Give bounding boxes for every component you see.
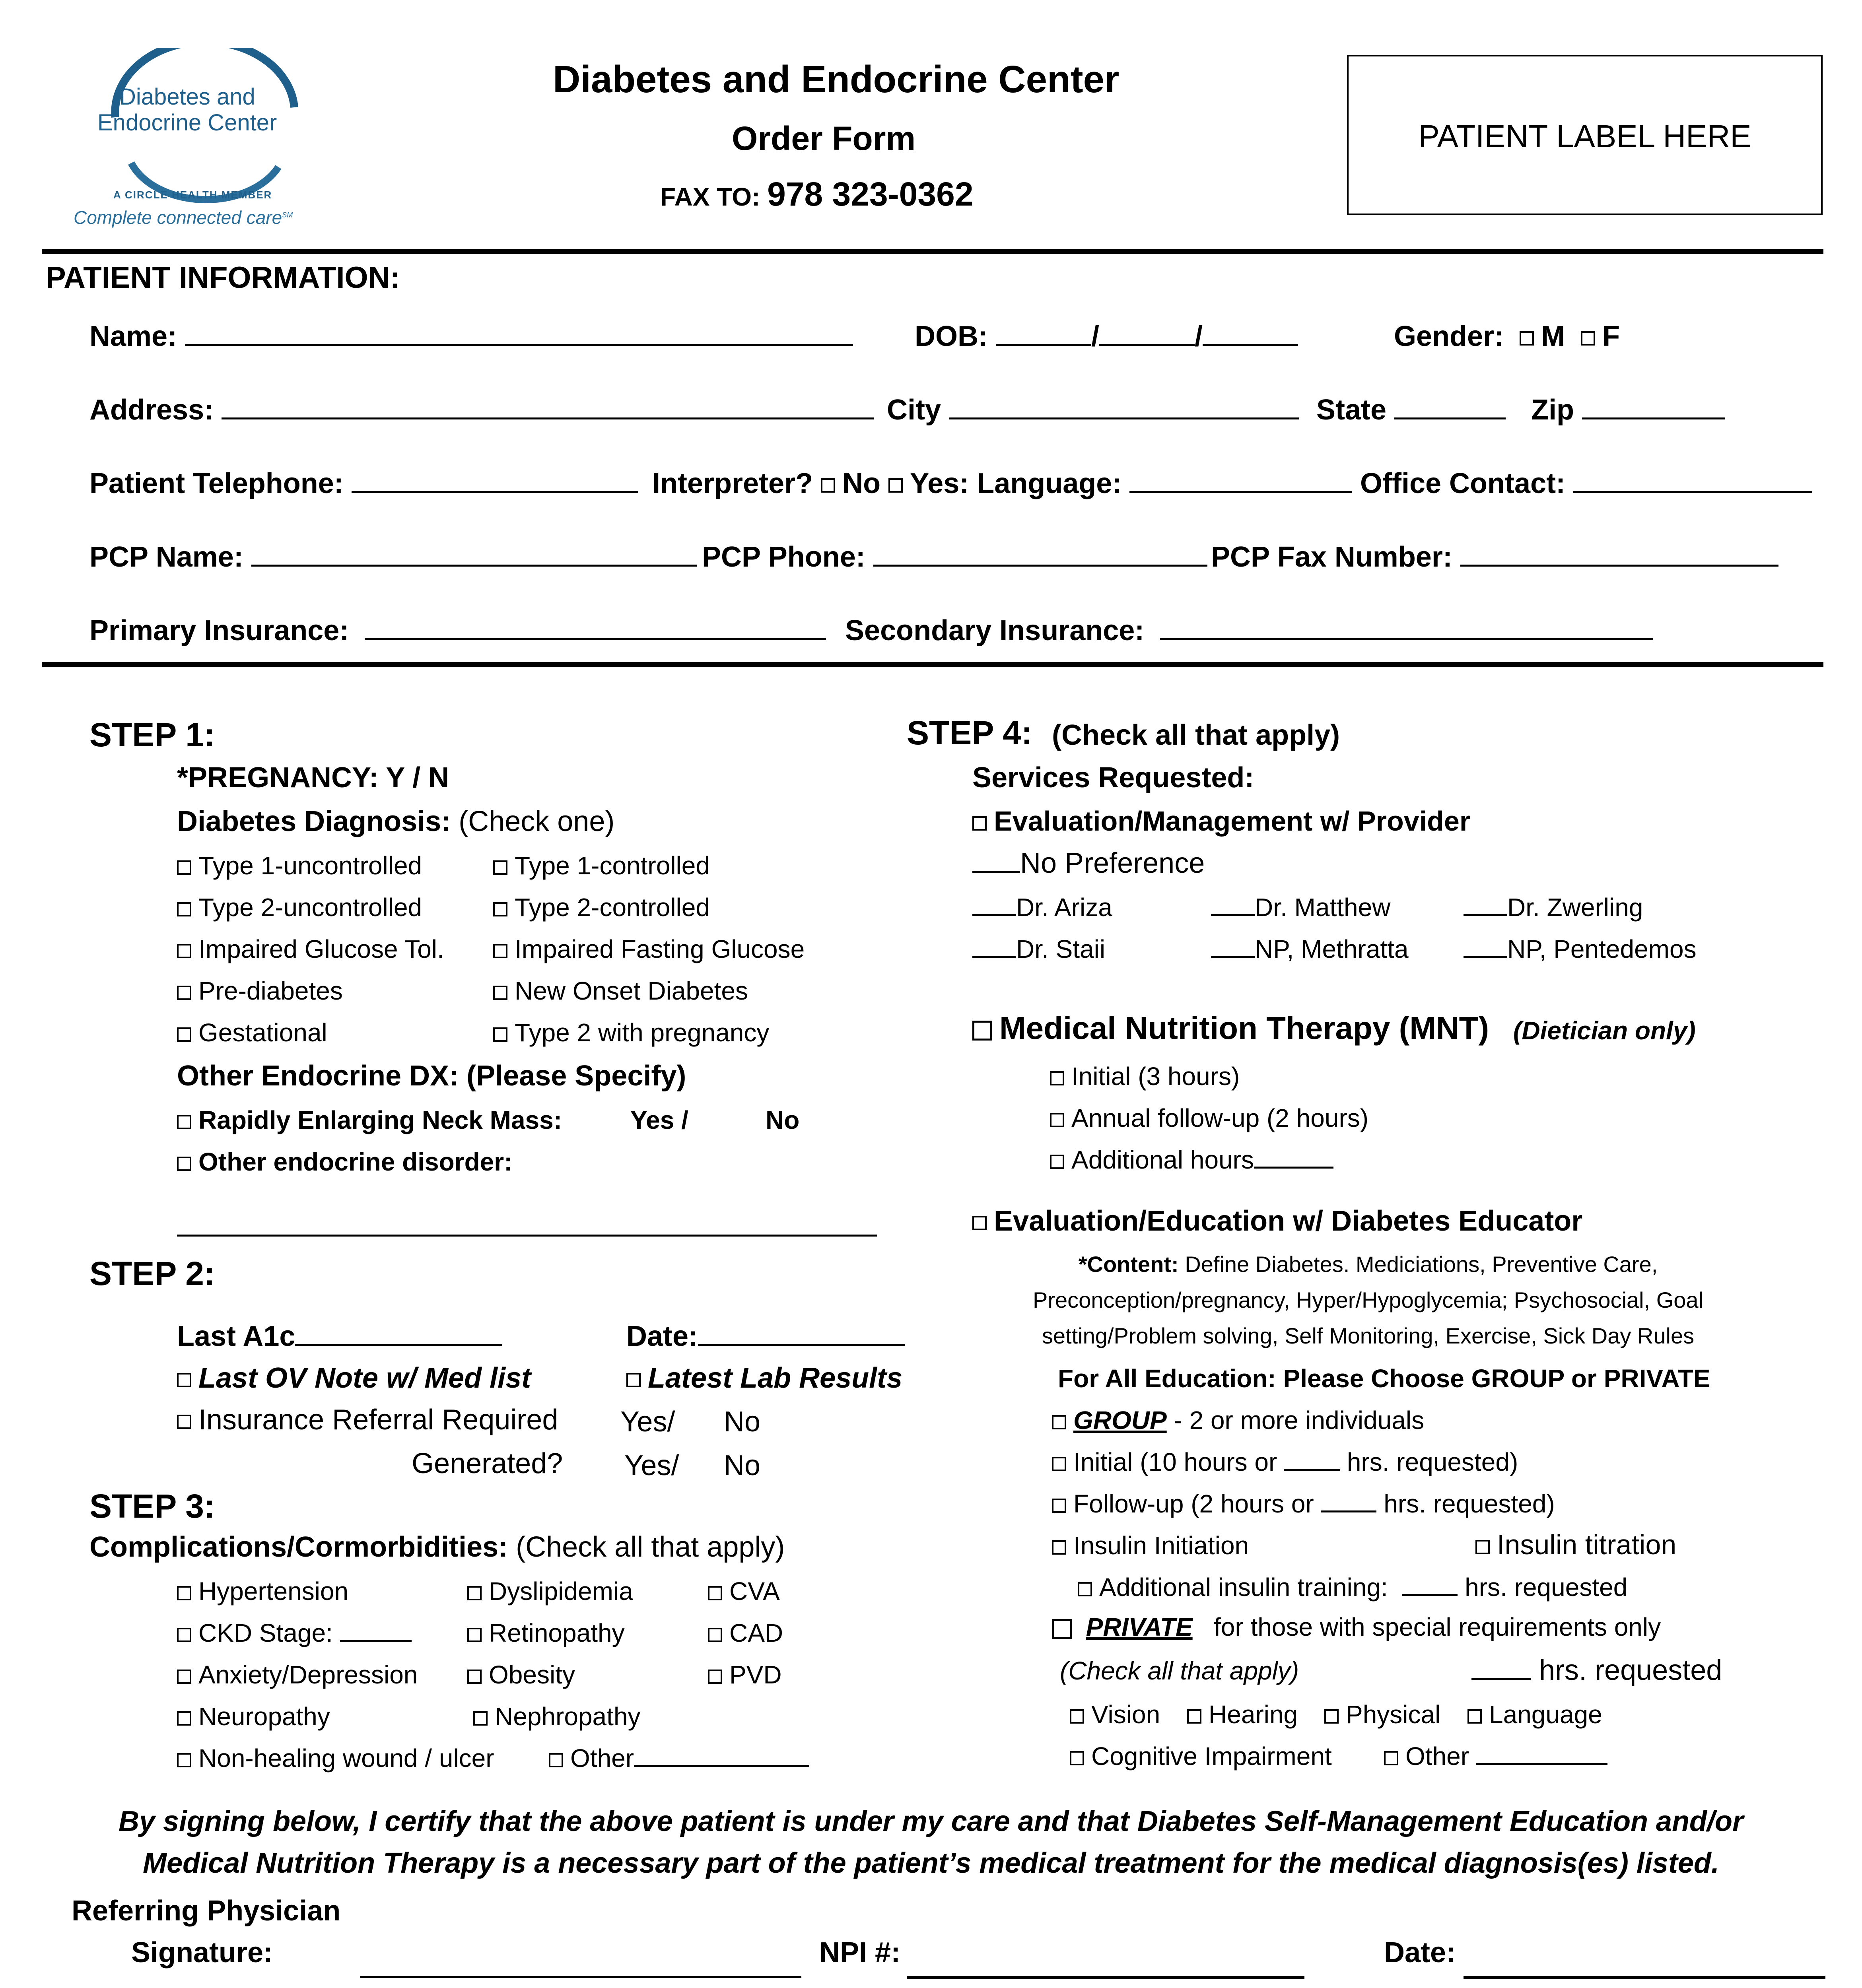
provider-option[interactable]: NP, Methratta xyxy=(1211,934,1409,964)
npi-line[interactable] xyxy=(907,1976,1304,1979)
special-physical-option[interactable]: Physical xyxy=(1324,1700,1440,1729)
signature-label: Signature: xyxy=(131,1937,273,1969)
mnt-additional-option[interactable]: Additional hours xyxy=(1050,1145,1333,1175)
dx-option[interactable]: Impaired Glucose Tol. xyxy=(177,934,444,964)
provider-option[interactable]: Dr. Staii xyxy=(972,934,1105,964)
sign-date-line[interactable] xyxy=(1464,1976,1825,1979)
a1c-date-field[interactable]: Date: xyxy=(626,1320,905,1353)
diabetes-diagnosis-label: Diabetes Diagnosis: (Check one) xyxy=(177,806,615,837)
complications-label: Complications/Cormorbidities: (Check all that apply) xyxy=(89,1531,785,1563)
insurance-referral-option[interactable]: Insurance Referral Required xyxy=(177,1404,558,1436)
dx-option[interactable]: Pre-diabetes xyxy=(177,976,343,1006)
eval-provider-option[interactable]: Evaluation/Management w/ Provider xyxy=(972,805,1470,837)
complication-option[interactable]: Obesity xyxy=(467,1660,575,1689)
logo-line2: Endocrine Center xyxy=(97,110,277,136)
private-hours-field[interactable]: hrs. requested xyxy=(1471,1654,1722,1687)
neck-mass-option[interactable]: Rapidly Enlarging Neck Mass: xyxy=(177,1105,562,1135)
no-preference-option[interactable]: No Preference xyxy=(972,847,1205,879)
private-check-all: (Check all that apply) xyxy=(1060,1656,1299,1685)
header-divider xyxy=(42,249,1823,254)
complication-option[interactable]: Hypertension xyxy=(177,1576,348,1606)
insulin-initiation-option[interactable]: Insulin Initiation xyxy=(1052,1531,1249,1560)
logo-tagline: Complete connected care℠ xyxy=(74,207,293,228)
provider-option[interactable]: Dr. Matthew xyxy=(1211,893,1390,922)
generated-yes[interactable]: Yes/ xyxy=(624,1450,679,1481)
mnt-initial-option[interactable]: Initial (3 hours) xyxy=(1050,1062,1240,1091)
gender-f-checkbox[interactable] xyxy=(1581,331,1595,346)
ins-ref-yes[interactable]: Yes/ xyxy=(620,1406,675,1438)
dx-option[interactable]: Type 2-controlled xyxy=(493,893,710,922)
other-endocrine-label: Other Endocrine DX: (Please Specify) xyxy=(177,1060,686,1092)
telephone-field[interactable]: Patient Telephone: xyxy=(89,467,638,500)
complication-option[interactable]: Nephropathy xyxy=(473,1702,640,1731)
special-hearing-option[interactable]: Hearing xyxy=(1187,1700,1298,1729)
other-disorder-line[interactable] xyxy=(177,1235,877,1237)
certify-line-1: By signing below, I certify that the above patient is under my care and that Diabetes Self-Management Education and/or xyxy=(118,1806,1744,1837)
pcp-name-field[interactable]: PCP Name: xyxy=(89,541,697,573)
complication-option[interactable]: Retinopathy xyxy=(467,1618,625,1648)
dx-option[interactable]: Gestational xyxy=(177,1018,327,1047)
certify-line-2: Medical Nutrition Therapy is a necessary part of the patient’s medical treatment for the medical diagnosis(es) listed. xyxy=(143,1847,1719,1879)
cognitive-option[interactable]: Cognitive Impairment xyxy=(1070,1741,1332,1771)
complication-option[interactable]: Non-healing wound / ulcer xyxy=(177,1743,494,1773)
page-title: Diabetes and Endocrine Center xyxy=(553,58,1120,101)
services-requested-label: Services Requested: xyxy=(972,762,1254,794)
complication-option[interactable]: Other xyxy=(549,1743,809,1773)
complication-option[interactable]: CKD Stage: xyxy=(177,1618,412,1648)
patient-label-box xyxy=(1347,55,1823,215)
address-field[interactable]: Address: xyxy=(89,394,874,426)
pcp-fax-field[interactable]: PCP Fax Number: xyxy=(1211,541,1778,573)
dx-option[interactable]: Type 2 with pregnancy xyxy=(493,1018,769,1047)
secondary-insurance-field[interactable]: Secondary Insurance: xyxy=(845,614,1653,647)
referring-physician-label: Referring Physician xyxy=(72,1895,341,1927)
ov-note-option[interactable]: Last OV Note w/ Med list xyxy=(177,1362,531,1394)
generated-no[interactable]: No xyxy=(724,1450,761,1481)
complication-option[interactable]: Dyslipidemia xyxy=(467,1576,633,1606)
sign-date-label: Date: xyxy=(1384,1937,1456,1969)
dx-option[interactable]: Type 1-controlled xyxy=(493,851,710,880)
all-education-label: For All Education: Please Choose GROUP or PRIVATE xyxy=(1058,1364,1710,1393)
special-language-option[interactable]: Language xyxy=(1467,1700,1602,1729)
patient-info-divider xyxy=(42,662,1823,667)
patient-info-heading: PATIENT INFORMATION: xyxy=(46,261,400,295)
complication-option[interactable]: CVA xyxy=(708,1576,780,1606)
city-field[interactable]: City xyxy=(887,394,1299,426)
dx-option[interactable]: New Onset Diabetes xyxy=(493,976,748,1006)
content-description: *Content: Define Diabetes. Mediciations, Preventive Care, Preconception/pregnancy, Hyper/Hypoglycemia; Psychosocial, Goal setting/Problem solving, Self Monitoring, Exercise, Sick Day Rules xyxy=(1032,1252,1703,1348)
step4-heading: STEP 4: xyxy=(907,714,1032,751)
signature-line[interactable] xyxy=(360,1976,801,1978)
interpreter-no-checkbox[interactable] xyxy=(821,478,835,493)
name-field[interactable]: Name: xyxy=(89,320,853,353)
last-a1c-field[interactable]: Last A1c xyxy=(177,1320,502,1353)
gender-m-checkbox[interactable] xyxy=(1520,331,1534,346)
page-subtitle: Order Form xyxy=(732,120,916,157)
dx-option[interactable]: Type 1-uncontrolled xyxy=(177,851,422,880)
npi-label: NPI #: xyxy=(819,1937,901,1969)
step4-note: (Check all that apply) xyxy=(1052,719,1340,751)
group-followup-option[interactable]: Follow-up (2 hours or hrs. requested) xyxy=(1052,1489,1555,1518)
neck-mass-no[interactable]: No xyxy=(766,1106,800,1134)
pcp-phone-field[interactable]: PCP Phone: xyxy=(702,541,1207,573)
gender-field: Gender: M F xyxy=(1394,320,1620,352)
mnt-note: (Dietician only) xyxy=(1513,1016,1696,1045)
state-field[interactable]: State xyxy=(1316,394,1506,426)
step2-heading: STEP 2: xyxy=(89,1255,215,1292)
provider-option[interactable]: Dr. Zwerling xyxy=(1464,893,1643,922)
interpreter-field: Interpreter? No Yes: Language: xyxy=(652,467,1352,500)
special-other-option[interactable]: Other xyxy=(1384,1741,1607,1771)
office-contact-field[interactable]: Office Contact: xyxy=(1360,467,1812,500)
provider-option[interactable]: Dr. Ariza xyxy=(972,893,1112,922)
complication-option[interactable]: Neuropathy xyxy=(177,1702,330,1731)
additional-insulin-option[interactable]: Additional insulin training: hrs. requested xyxy=(1078,1573,1627,1602)
complication-option[interactable]: CAD xyxy=(708,1618,783,1648)
pregnancy-label: *PREGNANCY: Y / N xyxy=(177,762,449,794)
dob-field[interactable]: DOB: / / xyxy=(915,320,1298,353)
complication-option[interactable]: PVD xyxy=(708,1660,782,1689)
group-initial-option[interactable]: Initial (10 hours or hrs. requested) xyxy=(1052,1447,1518,1477)
patient-label-text: PATIENT LABEL HERE xyxy=(1418,118,1751,154)
other-disorder-option[interactable]: Other endocrine disorder: xyxy=(177,1147,512,1176)
complication-option[interactable]: Anxiety/Depression xyxy=(177,1660,418,1689)
special-vision-option[interactable]: Vision xyxy=(1070,1700,1160,1729)
dx-option[interactable]: Type 2-uncontrolled xyxy=(177,893,422,922)
logo-icon xyxy=(72,48,342,231)
dx-option[interactable]: Impaired Fasting Glucose xyxy=(493,934,805,964)
zip-field[interactable]: Zip xyxy=(1531,394,1725,426)
primary-insurance-field[interactable]: Primary Insurance: xyxy=(89,614,826,647)
educator-option[interactable]: Evaluation/Education w/ Diabetes Educator xyxy=(972,1205,1582,1237)
generated-label: Generated? xyxy=(412,1448,563,1479)
step3-heading: STEP 3: xyxy=(89,1487,215,1525)
neck-mass-yes[interactable]: Yes / xyxy=(630,1106,688,1134)
logo-member: A CIRCLE HEALTH MEMBER xyxy=(113,189,272,201)
fax-line: FAX TO: 978 323-0362 xyxy=(660,175,974,213)
mnt-annual-option[interactable]: Annual follow-up (2 hours) xyxy=(1050,1103,1368,1133)
provider-option[interactable]: NP, Pentedemos xyxy=(1464,934,1697,964)
group-option[interactable]: GROUP - 2 or more individuals xyxy=(1052,1406,1424,1435)
ins-ref-no[interactable]: No xyxy=(724,1406,761,1438)
lab-results-option[interactable]: Latest Lab Results xyxy=(626,1362,902,1394)
private-option[interactable]: PRIVATE for those with special requirements only xyxy=(1052,1612,1661,1642)
mnt-option[interactable]: Medical Nutrition Therapy (MNT) xyxy=(972,1010,1489,1046)
step1-heading: STEP 1: xyxy=(89,716,215,753)
logo-line1: Diabetes and xyxy=(119,84,255,110)
interpreter-yes-checkbox[interactable] xyxy=(888,478,903,493)
insulin-titration-option[interactable]: Insulin titration xyxy=(1475,1529,1676,1561)
